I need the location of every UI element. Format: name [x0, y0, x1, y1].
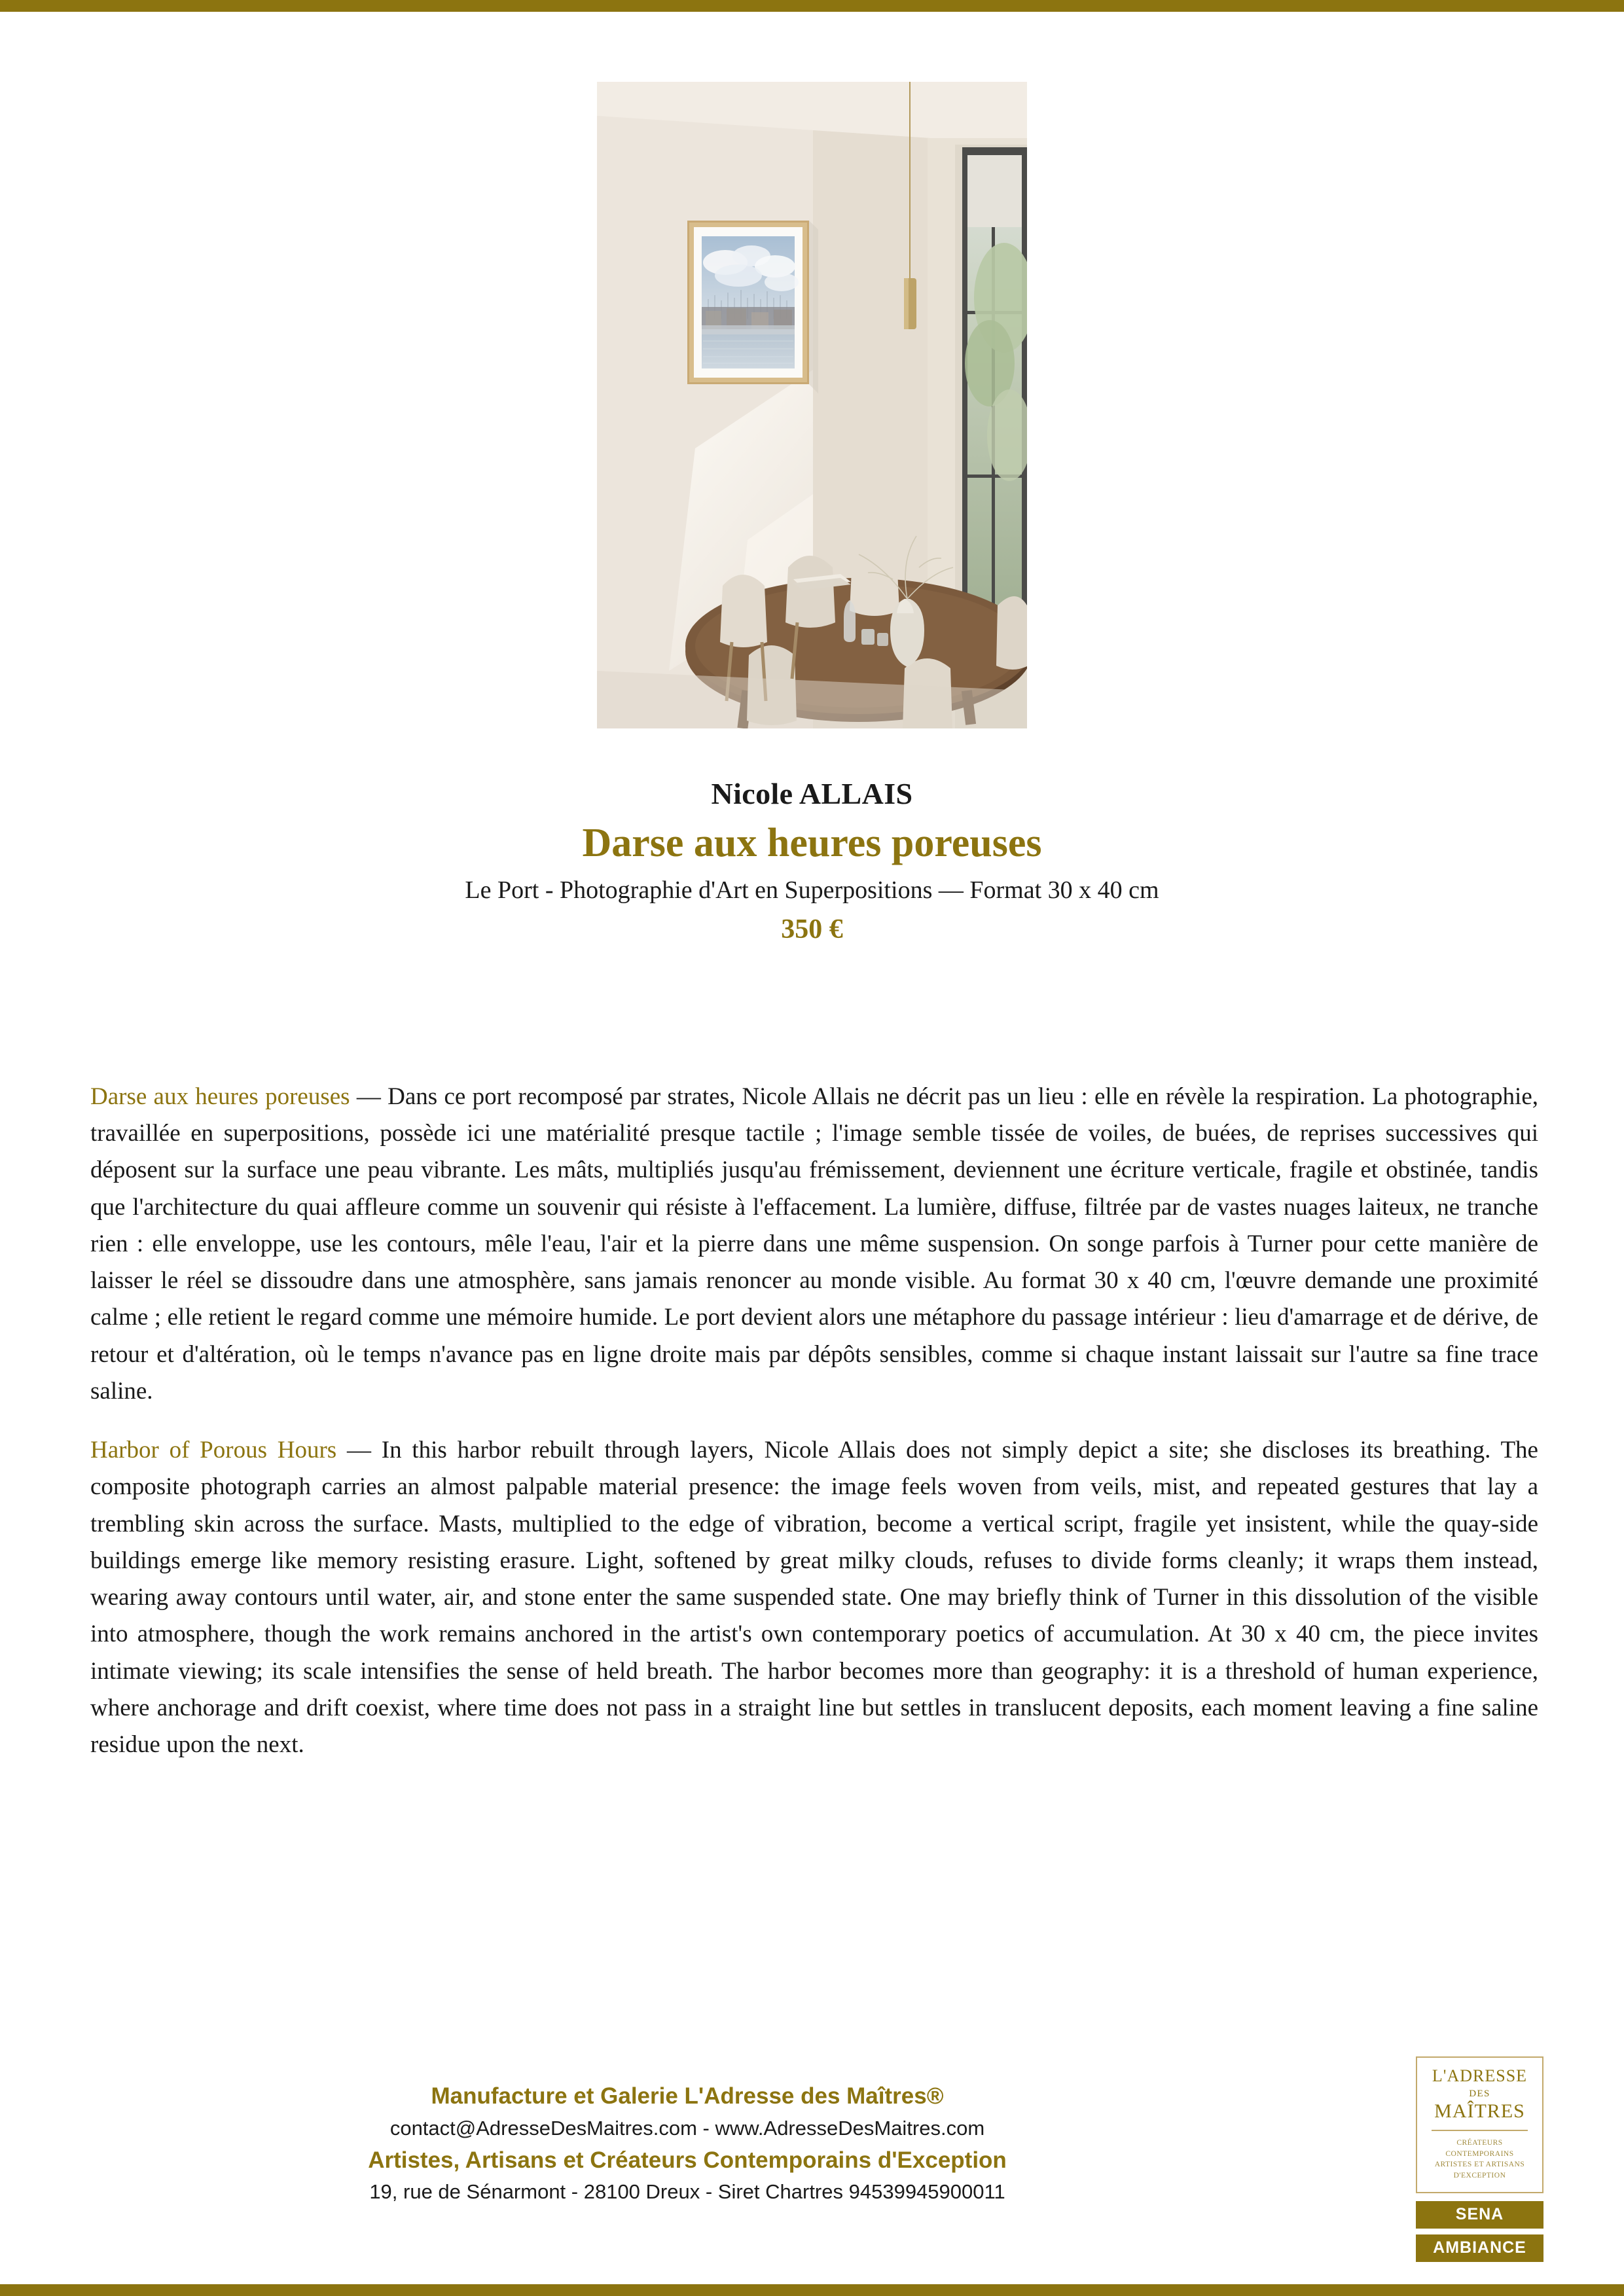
- description-body-fr: — Dans ce port recomposé par strates, Nicole Allais ne décrit pas un lieu : elle en révèle la respiration. La photographie, travaillée en superpositions, possède ici une matérialité presque tactile ; l'image semble tissée de voiles, de buées, de reprises successives qui déposent sur la surface une peau vibrante. Les mâts, multipliés jusqu'au frémissement, deviennent une écriture verticale, fragile et obstinée, tandis que l'architecture du quai affleure comme un souvenir qui résiste à l'effacement. La lumière, diffuse, filtrée par de vastes nuages laiteux, ne tranche rien : elle enveloppe, use les contours, mêle l'eau, l'air et la pierre dans une même suspension. On songe parfois à Turner pour cette manière de laisser le réel se dissoudre dans une atmosphère, sans jamais renoncer au monde visible. Au format 30 x 40 cm, l'œuvre demande une proximité calme ; elle retient le regard comme une mémoire humide. Le port devient alors une métaphore du passage intérieur : lieu d'amarrage et de dérive, de retour et d'altération, où le temps n'avance pas en ligne droite mais par dépôts sensibles, comme si chaque instant laissait sur l'autre sa fine trace saline.: [90, 1083, 1538, 1405]
- logo-line-maitres: MAÎTRES: [1434, 2100, 1525, 2123]
- description-paragraph-fr: [90, 1079, 1538, 1410]
- artwork-price: 350 €: [781, 914, 843, 945]
- logo-divider: [1432, 2130, 1528, 2131]
- logo-box: [1416, 2056, 1543, 2193]
- footer-tagline: Artistes, Artisans et Créateurs Contemporains d'Exception: [368, 2147, 1007, 2173]
- page-footer: [0, 2066, 1624, 2278]
- logo-line-adresse: L'ADRESSE: [1432, 2066, 1528, 2085]
- logo-subline-exception: D'EXCEPTION: [1453, 2172, 1506, 2180]
- page-title: Darse aux heures poreuses: [582, 821, 1042, 866]
- badge-ambiance: AMBIANCE: [1416, 2234, 1543, 2262]
- description-lead-en: Harbor of Porous Hours: [90, 1437, 337, 1464]
- logo-subline-artistes: ARTISTES ET ARTISANS: [1434, 2161, 1525, 2169]
- description-paragraph-en: [90, 1432, 1538, 1763]
- badge-sena: SENA: [1416, 2201, 1543, 2229]
- title-block: [0, 776, 1624, 946]
- interior-room-photo: [597, 82, 1027, 728]
- description-lead-fr: Darse aux heures poreuses: [90, 1083, 350, 1110]
- logo-subline-createurs: CRÉATEURS CONTEMPORAINS: [1445, 2139, 1514, 2158]
- footer-company: Manufacture et Galerie L'Adresse des Maîtres®: [431, 2083, 944, 2109]
- bottom-gold-rule: [0, 2284, 1624, 2296]
- description-section: [90, 1079, 1538, 1763]
- brand-logo-lockup: [1416, 2056, 1543, 2262]
- description-body-en: — In this harbor rebuilt through layers, Nicole Allais does not simply depict a site; she discloses its breathing. The composite photograph carries an almost palpable material presence: the image feels woven from veils, mist, and repeated gestures that lay a trembling skin across the surface. Masts, multiplied to the edge of vibration, become a vertical script, fragile yet insistent, while the quay-side buildings emerge like memory resisting erasure. Light, softened by great milky clouds, refuses to divide forms cleanly; it wraps them instead, wearing away contours until water, air, and stone enter the same suspended state. One may briefly think of Turner in this dissolution of the visible into atmosphere, though the work remains anchored in the artist's own contemporary poetics of accumulation. At 30 x 40 cm, the piece invites intimate viewing; its scale intensifies the sense of held breath. The harbor becomes more than geography: it is a threshold of human experience, where anchorage and drift coexist, where time does not pass in a straight line but settles in translucent deposits, each moment leaving a fine saline residue upon the next.: [90, 1437, 1538, 1758]
- artist-name: Nicole ALLAIS: [711, 777, 913, 810]
- footer-address: 19, rue de Sénarmont - 28100 Dreux - Siret Chartres 94539945900011: [369, 2180, 1005, 2204]
- footer-contact-block: [0, 2081, 1375, 2206]
- logo-line-des: DES: [1469, 2088, 1490, 2099]
- artwork-subtitle: Le Port - Photographie d'Art en Superpositions — Format 30 x 40 cm: [465, 876, 1159, 904]
- footer-contact[interactable]: contact@AdresseDesMaitres.com - www.AdresseDesMaitres.com: [389, 2116, 985, 2140]
- artwork-photo: [597, 82, 1027, 728]
- top-gold-rule: [0, 0, 1624, 12]
